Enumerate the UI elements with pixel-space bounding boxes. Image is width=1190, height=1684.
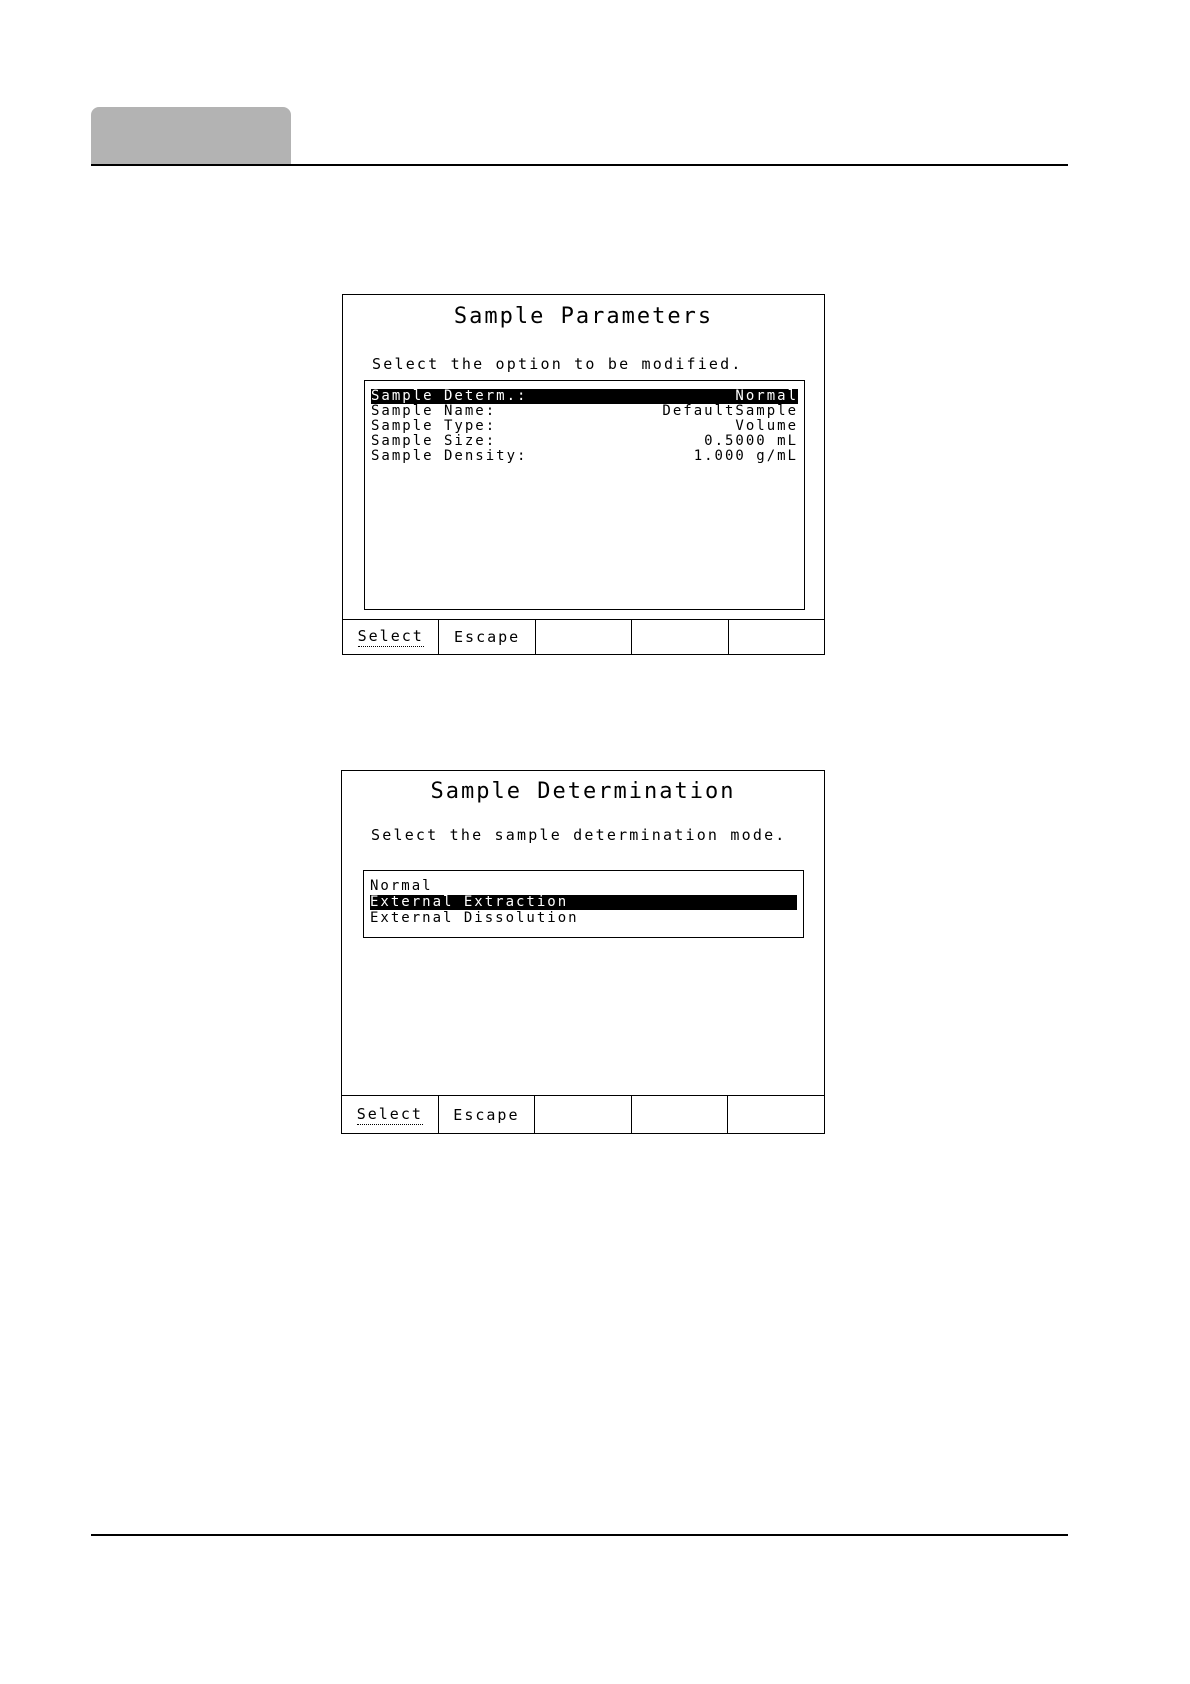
list-item-value: Normal	[735, 388, 798, 404]
list-item-value: DefaultSample	[662, 403, 798, 419]
list-item-value: Volume	[735, 418, 798, 434]
list-item-sample-type[interactable]	[371, 419, 798, 434]
softkey-3[interactable]	[534, 1096, 631, 1133]
mode-list	[363, 870, 804, 938]
list-item-label: External Dissolution	[370, 910, 579, 926]
screen-title: Sample Parameters	[453, 304, 714, 329]
header-tab	[91, 107, 291, 164]
list-item-sample-name[interactable]	[371, 404, 798, 419]
softkey-4[interactable]	[631, 620, 727, 654]
list-item-label: Sample Type:	[371, 418, 497, 434]
list-item-label: Sample Density:	[371, 448, 528, 464]
screen-instruction: Select the sample determination mode.	[371, 826, 787, 844]
list-item-normal[interactable]	[370, 879, 797, 894]
screen-instruction: Select the option to be modified.	[372, 355, 743, 373]
list-item-label: Sample Size:	[371, 433, 497, 449]
list-item-label: Normal	[370, 878, 433, 894]
softkey-5[interactable]	[727, 1096, 824, 1133]
softkey-4[interactable]	[631, 1096, 728, 1133]
softkey-5[interactable]	[728, 620, 824, 654]
softkey-3[interactable]	[535, 620, 631, 654]
list-item-value: 0.5000 mL	[704, 433, 798, 449]
list-item-external-extraction[interactable]	[370, 895, 797, 910]
select-button[interactable]: Select	[357, 627, 424, 645]
list-item-label: Sample Name:	[371, 403, 497, 419]
list-item-sample-size[interactable]	[371, 434, 798, 449]
softkey-bar	[342, 1095, 824, 1133]
sample-determination-screen	[341, 770, 825, 1134]
list-item-value: 1.000 g/mL	[693, 448, 798, 464]
header-rule	[91, 164, 1068, 166]
escape-button[interactable]: Escape	[438, 620, 534, 654]
list-item-label: Sample Determ.:	[371, 388, 528, 404]
footer-rule	[91, 1534, 1068, 1536]
list-item-sample-determ[interactable]	[371, 389, 798, 404]
softkey-bar	[343, 619, 824, 654]
select-button[interactable]: Select	[356, 1104, 423, 1123]
screen-title: Sample Determination	[430, 779, 736, 804]
list-item-sample-density[interactable]	[371, 449, 798, 464]
escape-button[interactable]: Escape	[438, 1096, 535, 1133]
list-item-external-dissolution[interactable]	[370, 911, 797, 926]
sample-parameters-screen	[342, 294, 825, 655]
parameter-list	[364, 380, 805, 610]
list-item-label: External Extraction	[370, 894, 569, 910]
